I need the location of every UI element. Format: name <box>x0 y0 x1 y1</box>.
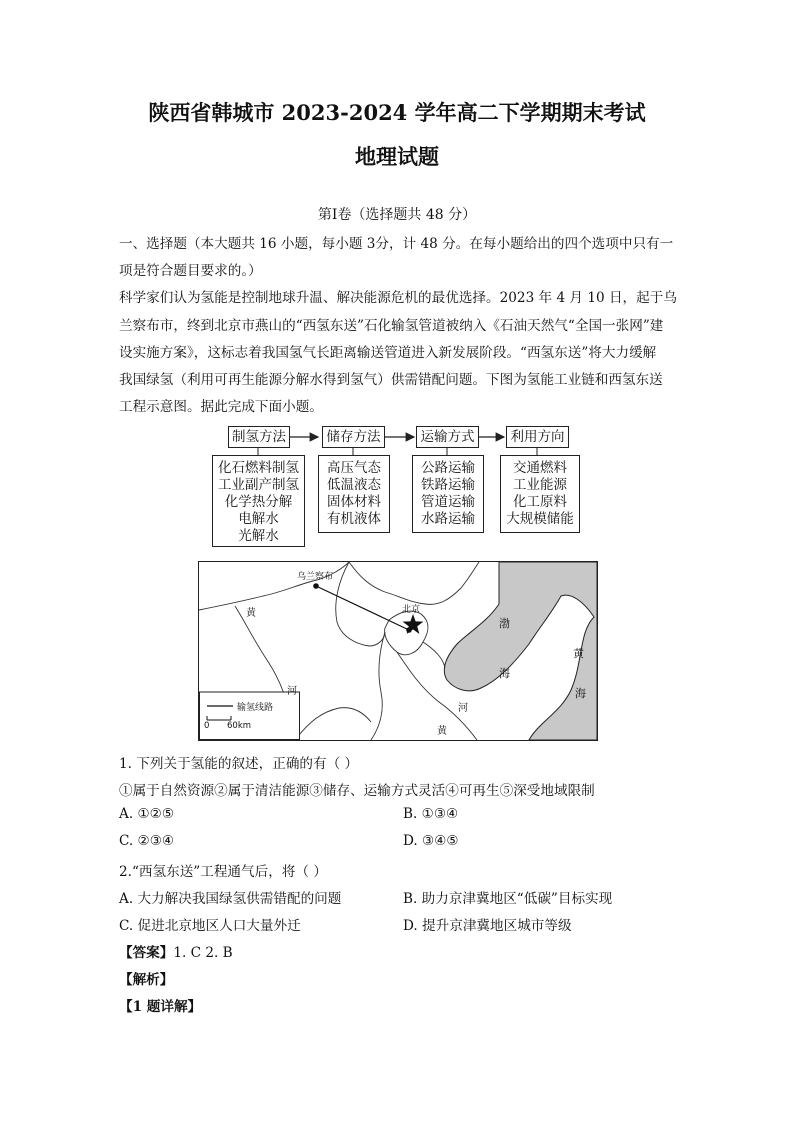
usage-item: 大规模储能 <box>506 511 574 527</box>
label-yellow-sea-2: 海 <box>575 687 586 700</box>
label-bohai-2: 海 <box>499 667 510 680</box>
storage-item: 低温液态 <box>327 477 381 493</box>
production-item: 电解水 <box>238 511 279 527</box>
passage-line-1: 科学家们认为氢能是控制地球升温、解决能源危机的最优选择。2023 年 4 月 10 日，起于乌 <box>119 290 677 306</box>
storage-item: 有机液体 <box>327 511 381 527</box>
q2-option-c[interactable]: C. 促进北京地区人口大量外迁 <box>119 918 301 934</box>
instructions-line-1: 一、选择题（本大题共 16 小题，每小题 3分，计 48 分。在每小题给出的四个选项中只有一 <box>119 236 674 252</box>
label-beijing: 北京 <box>402 605 421 615</box>
boundary-line <box>336 562 385 646</box>
exam-title: 陕西省韩城市 2023-2024 学年高二下学期期末考试 <box>148 100 646 125</box>
passage-line-3: 设实施方案》，这标志着我国氢气长距离输送管道进入新发展阶段。“西氢东送”将大力缓解 <box>119 345 657 361</box>
answer-text: 1. C 2. B <box>173 945 233 961</box>
passage-line-4: 我国绿氢（利用可再生能源分解水得到氢气）供需错配问题。下图为氢能工业链和西氢东送 <box>119 372 663 388</box>
detail-label: 【1 题详解】 <box>119 999 202 1015</box>
q1-option-d[interactable]: D. ③④⑤ <box>403 833 459 849</box>
transport-item: 公路运输 <box>421 460 475 476</box>
q2-option-a[interactable]: A. 大力解决我国绿氢供需错配的问题 <box>119 891 342 907</box>
usage-item: 交通燃料 <box>513 460 567 476</box>
scale-value: 60km <box>227 721 252 731</box>
passage-line-2: 兰察布市，终到北京市燕山的“西氢东送”石化输氢管道被纳入《石油天然气“全国一张网”建 <box>119 318 664 334</box>
stage-production-label: 制氢方法 <box>228 426 290 448</box>
part-title: 第Ⅰ卷（选择题共 48 分） <box>317 207 477 223</box>
scale-zero: 0 <box>204 721 210 731</box>
q1-option-b[interactable]: B. ①③④ <box>403 806 459 822</box>
transport-item: 铁路运输 <box>421 477 475 493</box>
question-1-stem: 1. 下列关于氢能的叙述，正确的有（ ） <box>119 756 359 772</box>
production-item: 化学热分解 <box>224 494 293 510</box>
beijing-boundary <box>385 611 428 655</box>
instructions-line-2: 项是符合题目要求的。） <box>119 263 262 279</box>
question-1-statements: ①属于自然资源②属于清洁能源③储存、运输方式灵活④可再生⑤深受地域限制 <box>119 783 595 799</box>
legend-pipeline-label: 输氢线路 <box>237 703 274 713</box>
wulanchabu-point <box>313 583 319 589</box>
storage-item: 固体材料 <box>327 494 381 510</box>
storage-methods-box <box>318 455 390 533</box>
production-item: 光解水 <box>238 528 279 544</box>
answer-line <box>119 941 233 961</box>
transport-item: 水路运输 <box>421 511 475 527</box>
label-yellow-sea-1: 黄 <box>573 647 584 660</box>
stage-transport-label: 运输方式 <box>416 426 479 448</box>
q2-option-d[interactable]: D. 提升京津冀地区城市等级 <box>403 918 572 934</box>
answer-label: 【答案】 <box>119 945 174 961</box>
label-he-2: 河 <box>458 703 468 714</box>
boundary-line <box>371 632 385 740</box>
diagram-connectors <box>0 0 794 560</box>
hydrogen-pipeline <box>316 586 409 630</box>
label-he-1: 河 <box>287 686 297 697</box>
usage-item: 化工原料 <box>513 494 567 510</box>
label-wulanchabu: 乌兰察布 <box>297 572 334 582</box>
q2-option-b[interactable]: B. 助力京津冀地区“低碳”目标实现 <box>403 891 613 907</box>
label-bohai-1: 渤 <box>499 617 510 630</box>
analysis-label: 【解析】 <box>119 972 174 988</box>
production-item: 工业副产制氢 <box>218 477 299 493</box>
storage-item: 高压气态 <box>327 460 381 476</box>
q1-option-a[interactable]: A. ①②⑤ <box>119 806 175 822</box>
production-methods-box <box>212 455 305 547</box>
transport-item: 管道运输 <box>421 494 475 510</box>
pipeline-map <box>198 561 598 741</box>
passage-line-5: 工程示意图。据此完成下面小题。 <box>119 399 323 415</box>
question-2-stem: 2.“西氢东送”工程通气后，将（ ） <box>119 864 327 880</box>
boundary-line <box>295 708 371 740</box>
transport-methods-box <box>412 455 484 533</box>
label-huang-river-1: 黄 <box>246 608 256 619</box>
usage-methods-box <box>500 455 580 533</box>
stage-storage-label: 储存方法 <box>322 426 385 448</box>
boundary-line <box>349 562 479 604</box>
q1-option-c[interactable]: C. ②③④ <box>119 833 175 849</box>
subject-title: 地理试题 <box>355 144 439 169</box>
stage-usage-label: 利用方向 <box>506 426 569 448</box>
boundary-line <box>423 642 445 668</box>
label-huang-river-2: 黄 <box>437 726 447 737</box>
capital-star-icon <box>403 614 424 634</box>
production-item: 化石燃料制氢 <box>218 460 299 476</box>
hydrogen-chain-diagram <box>0 0 794 560</box>
map-graphics <box>199 562 597 740</box>
usage-item: 工业能源 <box>513 477 567 493</box>
